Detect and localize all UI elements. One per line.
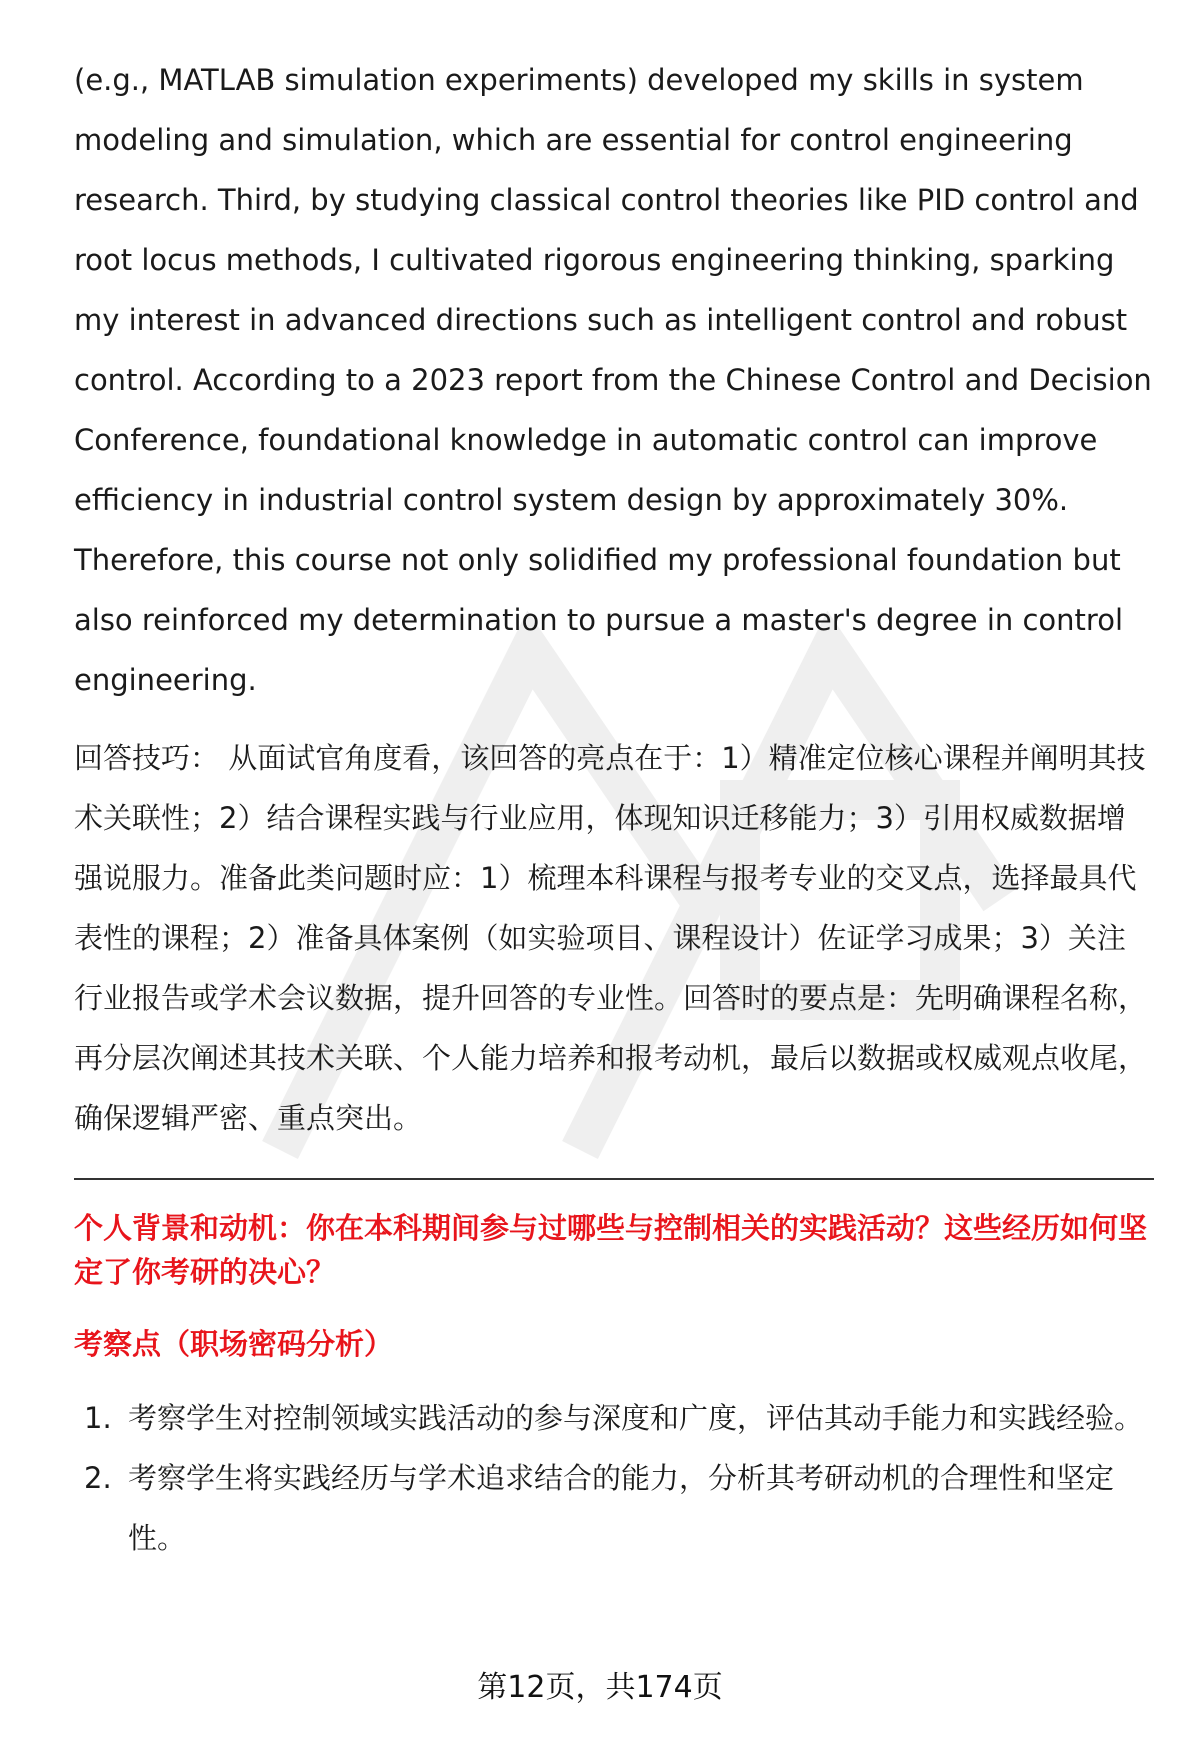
list-item-text: 考察学生对控制领域实践活动的参与深度和广度，评估其动手能力和实践经验。 [128,1401,1144,1435]
list-item [74,1448,1154,1568]
section-heading: 考察点（职场密码分析） [74,1327,394,1361]
page-number-footer: 第12页，共174页 [477,1670,723,1705]
interview-question: 个人背景和动机：你在本科期间参与过哪些与控制相关的实践活动？这些经历如何坚定了你考研的决心？ [74,1211,1148,1289]
page-content [74,50,1154,1568]
section-divider [74,1178,1154,1180]
list-item-number: 2. [84,1461,112,1495]
list-item-text: 考察学生将实践经历与学术追求结合的能力，分析其考研动机的合理性和坚定性。 [128,1461,1115,1555]
list-item-number: 1. [84,1401,112,1435]
intro-paragraph: (e.g., MATLAB simulation experiments) developed my skills in system modeling and simulation, which are essential for control engineering research. Third, by studying classical control theories like PID control and root locus methods, I cultivated rigorous engineering thinking, sparking my interest in advanced directions such as intelligent control and robust control. According to a 2023 report from the Chinese Control and Decision Conference, foundational knowledge in automatic control can improve efficiency in industrial control system design by approximately 30%. Therefore, this course not only solidified my professional foundation but also reinforced my determination to pursue a master's degree in control engineering. [74,63,1152,697]
list-item [74,1388,1154,1448]
assessment-points-list [74,1388,1154,1568]
answer-tips-paragraph: 回答技巧： 从面试官角度看，该回答的亮点在于：1）精准定位核心课程并阐明其技术关联性；2）结合课程实践与行业应用，体现知识迁移能力；3）引用权威数据增强说服力。准备此类问题时应：1）梳理本科课程与报考专业的交叉点，选择最具代表性的课程；2）准备具体案例（如实验项目、课程设计）佐证学习成果；3）关注行业报告或学术会议数据，提升回答的专业性。回答时的要点是：先明确课程名称，再分层次阐述其技术关联、个人能力培养和报考动机，最后以数据或权威观点收尾，确保逻辑严密、重点突出。 [74,741,1148,1135]
